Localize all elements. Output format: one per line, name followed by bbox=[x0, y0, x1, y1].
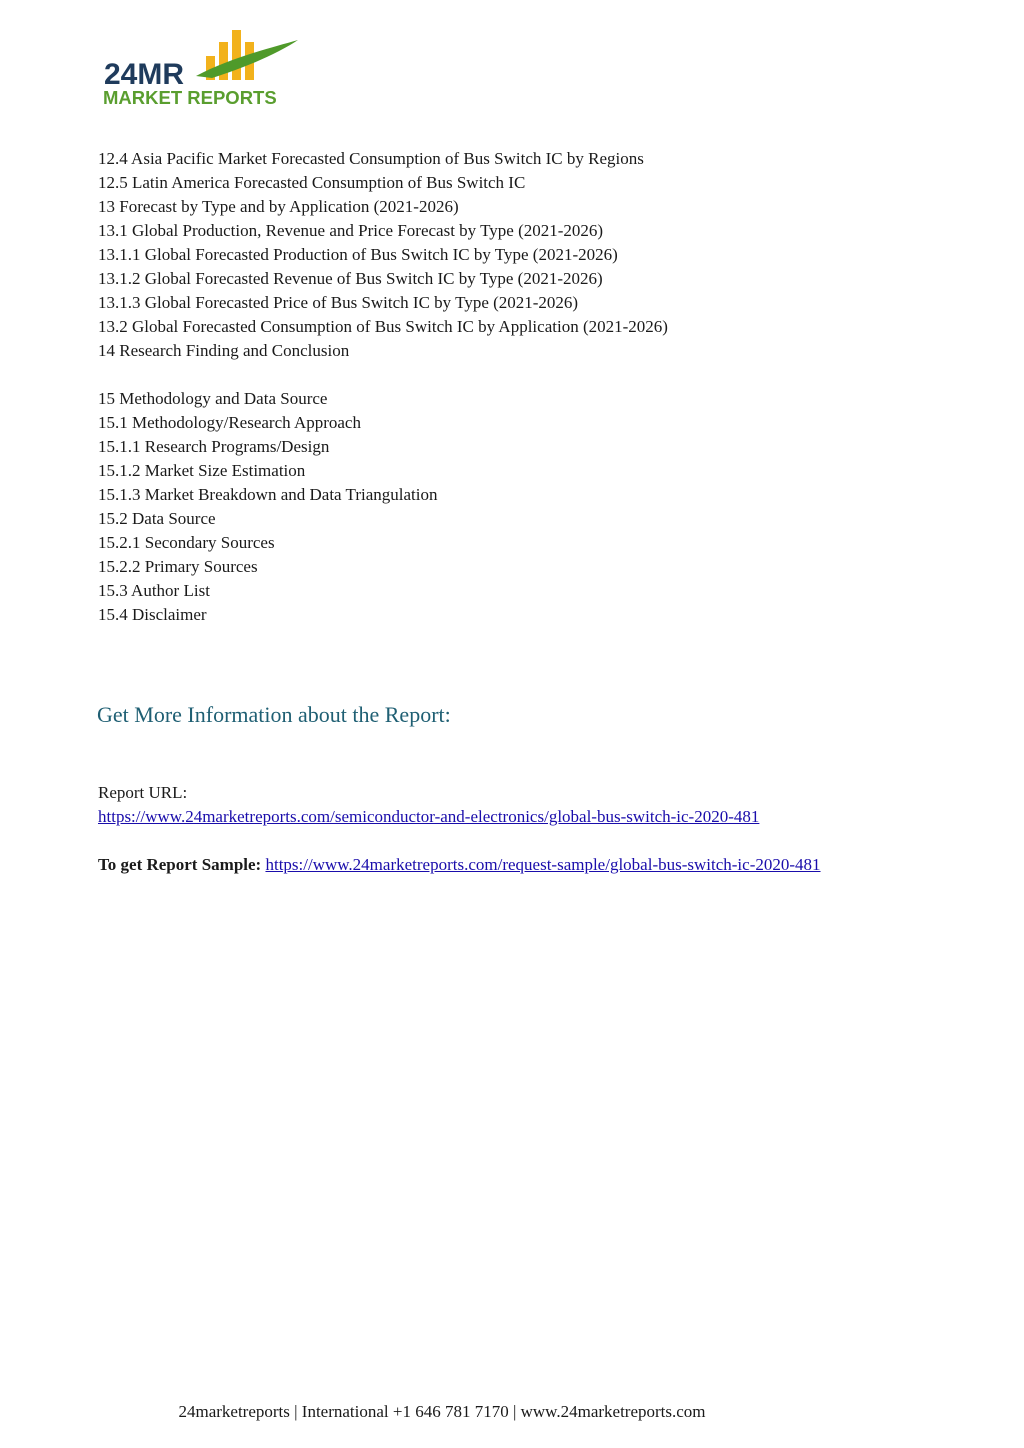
logo-text-market-reports: MARKET REPORTS bbox=[103, 87, 277, 108]
toc-item: 13 Forecast by Type and by Application (2021-2026) bbox=[98, 197, 459, 216]
toc-item: 13.1 Global Production, Revenue and Price Forecast by Type (2021-2026) bbox=[98, 221, 604, 240]
toc-item: 15.2.1 Secondary Sources bbox=[98, 533, 275, 552]
report-url-link[interactable]: https://www.24marketreports.com/semiconductor-and-electronics/global-bus-switch-ic-2020-481 bbox=[98, 807, 760, 826]
report-sample-label: To get Report Sample: bbox=[98, 855, 262, 874]
toc-item: 12.5 Latin America Forecasted Consumption of Bus Switch IC bbox=[98, 173, 526, 192]
toc-spacer bbox=[98, 363, 668, 387]
report-sample-link[interactable]: https://www.24marketreports.com/request-sample/global-bus-switch-ic-2020-481 bbox=[265, 855, 821, 874]
toc-item: 13.1.2 Global Forecasted Revenue of Bus Switch IC by Type (2021-2026) bbox=[98, 269, 603, 288]
logo-text-24mr: 24MR bbox=[104, 58, 185, 91]
toc-item: 15.1 Methodology/Research Approach bbox=[98, 413, 361, 432]
toc-item: 15.2 Data Source bbox=[98, 509, 216, 528]
toc-item: 13.2 Global Forecasted Consumption of Bus Switch IC by Application (2021-2026) bbox=[98, 317, 668, 336]
toc-item: 15.2.2 Primary Sources bbox=[98, 557, 258, 576]
company-logo bbox=[100, 28, 310, 110]
toc-item: 15.4 Disclaimer bbox=[98, 605, 207, 624]
table-of-contents bbox=[98, 147, 668, 627]
toc-item: 13.1.3 Global Forecasted Price of Bus Switch IC by Type (2021-2026) bbox=[98, 293, 579, 312]
toc-item: 15 Methodology and Data Source bbox=[98, 389, 328, 408]
logo-bar-3 bbox=[232, 30, 241, 80]
logo-graphic bbox=[100, 28, 310, 110]
toc-item: 15.1.1 Research Programs/Design bbox=[98, 437, 330, 456]
report-info bbox=[98, 781, 821, 877]
page-footer: 24marketreports | International +1 646 781 7170 | www.24marketreports.com bbox=[178, 1402, 706, 1421]
toc-item: 15.1.3 Market Breakdown and Data Triangulation bbox=[98, 485, 438, 504]
toc-item: 13.1.1 Global Forecasted Production of Bus Switch IC by Type (2021-2026) bbox=[98, 245, 618, 264]
toc-item: 15.3 Author List bbox=[98, 581, 210, 600]
more-info-heading: Get More Information about the Report: bbox=[97, 702, 451, 727]
report-url-label: Report URL: bbox=[98, 783, 188, 802]
toc-item: 14 Research Finding and Conclusion bbox=[98, 341, 350, 360]
toc-item: 15.1.2 Market Size Estimation bbox=[98, 461, 306, 480]
toc-item: 12.4 Asia Pacific Market Forecasted Consumption of Bus Switch IC by Regions bbox=[98, 149, 644, 168]
